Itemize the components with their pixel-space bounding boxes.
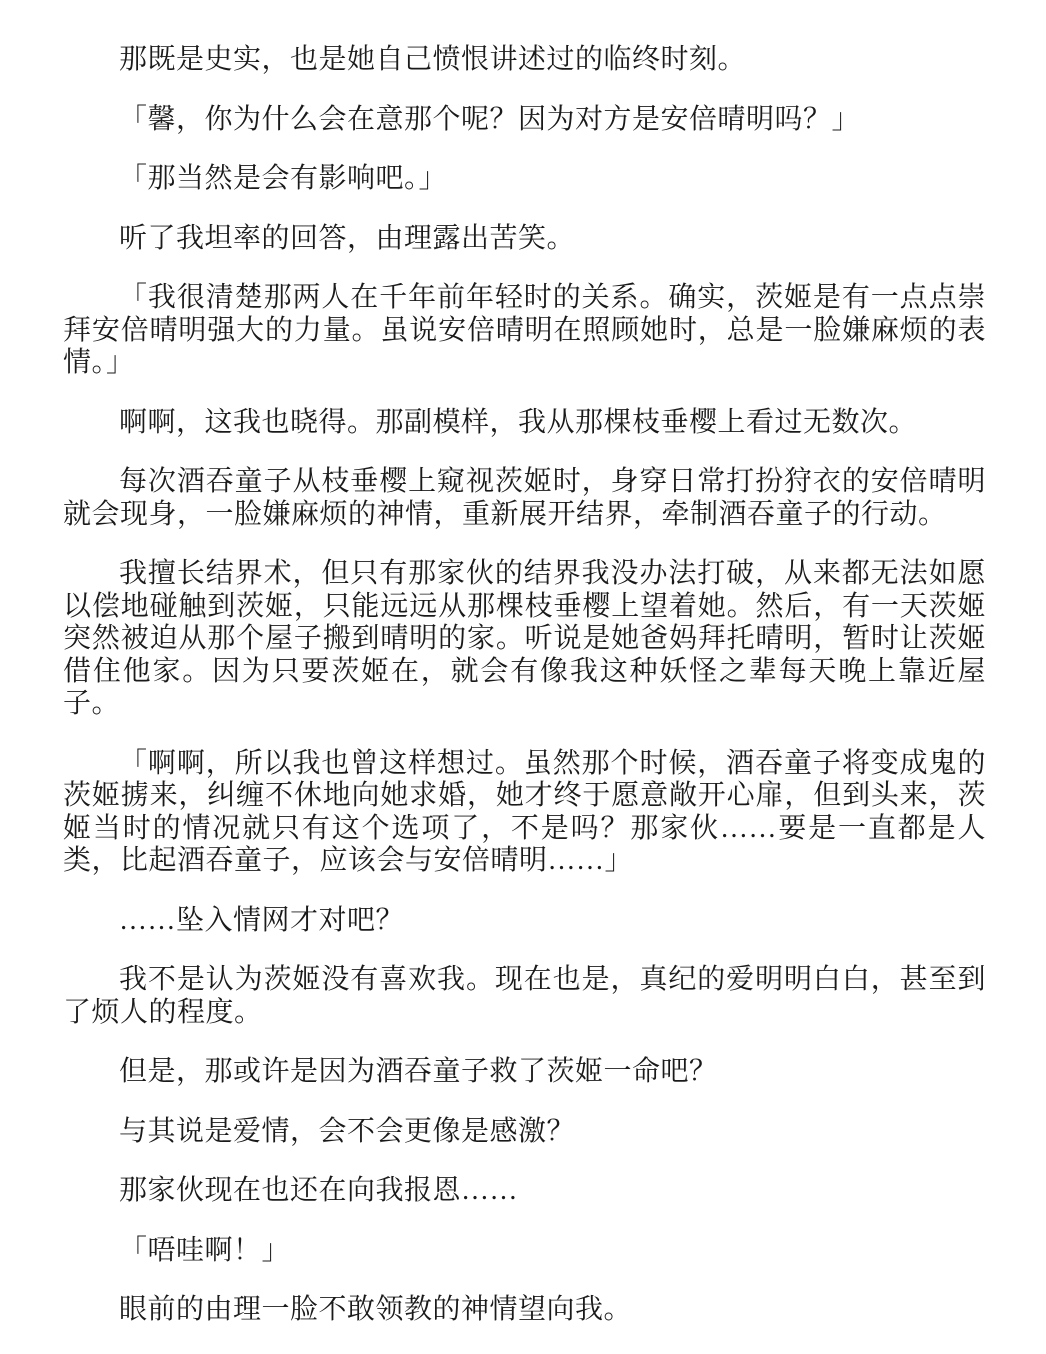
paragraph: 那既是史实，也是她自己愤恨讲述过的临终时刻。 — [119, 44, 747, 75]
novel-text-content — [63, 44, 986, 1327]
paragraph: 「那当然是会有影响吧。」 — [119, 163, 448, 194]
paragraph: 我擅长结界术，但只有那家伙的结界我没办法打破，从来都无法如愿以偿地碰触到茨姬，只能远远从那棵枝垂樱上望着她。然后，有一天茨姬突然被迫从那个屋子搬到晴明的家。听说是她爸妈拜托晴明，暂时让茨姬借住他家。因为只要茨姬在，就会有像我这种妖怪之辈每天晚上靠近屋子。 — [63, 558, 986, 719]
paragraph: 啊啊，这我也晓得。那副模样，我从那棵枝垂樱上看过无数次。 — [119, 406, 918, 438]
paragraph: 眼前的由理一脸不敢领教的神情望向我。 — [119, 1294, 633, 1325]
paragraph: 每次酒吞童子从枝垂樱上窥视茨姬时，身穿日常打扮狩衣的安倍晴明就会现身，一脸嫌麻烦的神情，重新展开结界，牵制酒吞童子的行动。 — [63, 466, 986, 530]
paragraph: 「啊啊，所以我也曾这样想过。虽然那个时候，酒吞童子将变成鬼的茨姬掳来，纠缠不休地向她求婚，她才终于愿意敞开心扉，但到头来，茨姬当时的情况就只有这个选项了，不是吗？那家伙……要是一直都是人类，比起酒吞童子，应该会与安倍晴明……」 — [63, 747, 986, 876]
paragraph: ……坠入情网才对吧？ — [119, 904, 405, 936]
paragraph: 但是，那或许是因为酒吞童子救了茨姬一命吧？ — [119, 1056, 718, 1087]
paragraph: 「我很清楚那两人在千年前年轻时的关系。确实，茨姬是有一点点崇拜安倍晴明强大的力量。虽说安倍晴明在照顾她时，总是一脸嫌麻烦的表情。」 — [63, 282, 986, 378]
paragraph: 「唔哇啊！」 — [119, 1234, 291, 1266]
paragraph: 「馨，你为什么会在意那个呢？因为对方是安倍晴明吗？」 — [119, 103, 861, 135]
paragraph: 我不是认为茨姬没有喜欢我。现在也是，真纪的爱明明白白，甚至到了烦人的程度。 — [63, 964, 986, 1028]
paragraph: 与其说是爱情，会不会更像是感激？ — [119, 1115, 576, 1147]
paragraph: 听了我坦率的回答，由理露出苦笑。 — [119, 222, 576, 254]
paragraph: 那家伙现在也还在向我报恩…… — [119, 1175, 519, 1206]
